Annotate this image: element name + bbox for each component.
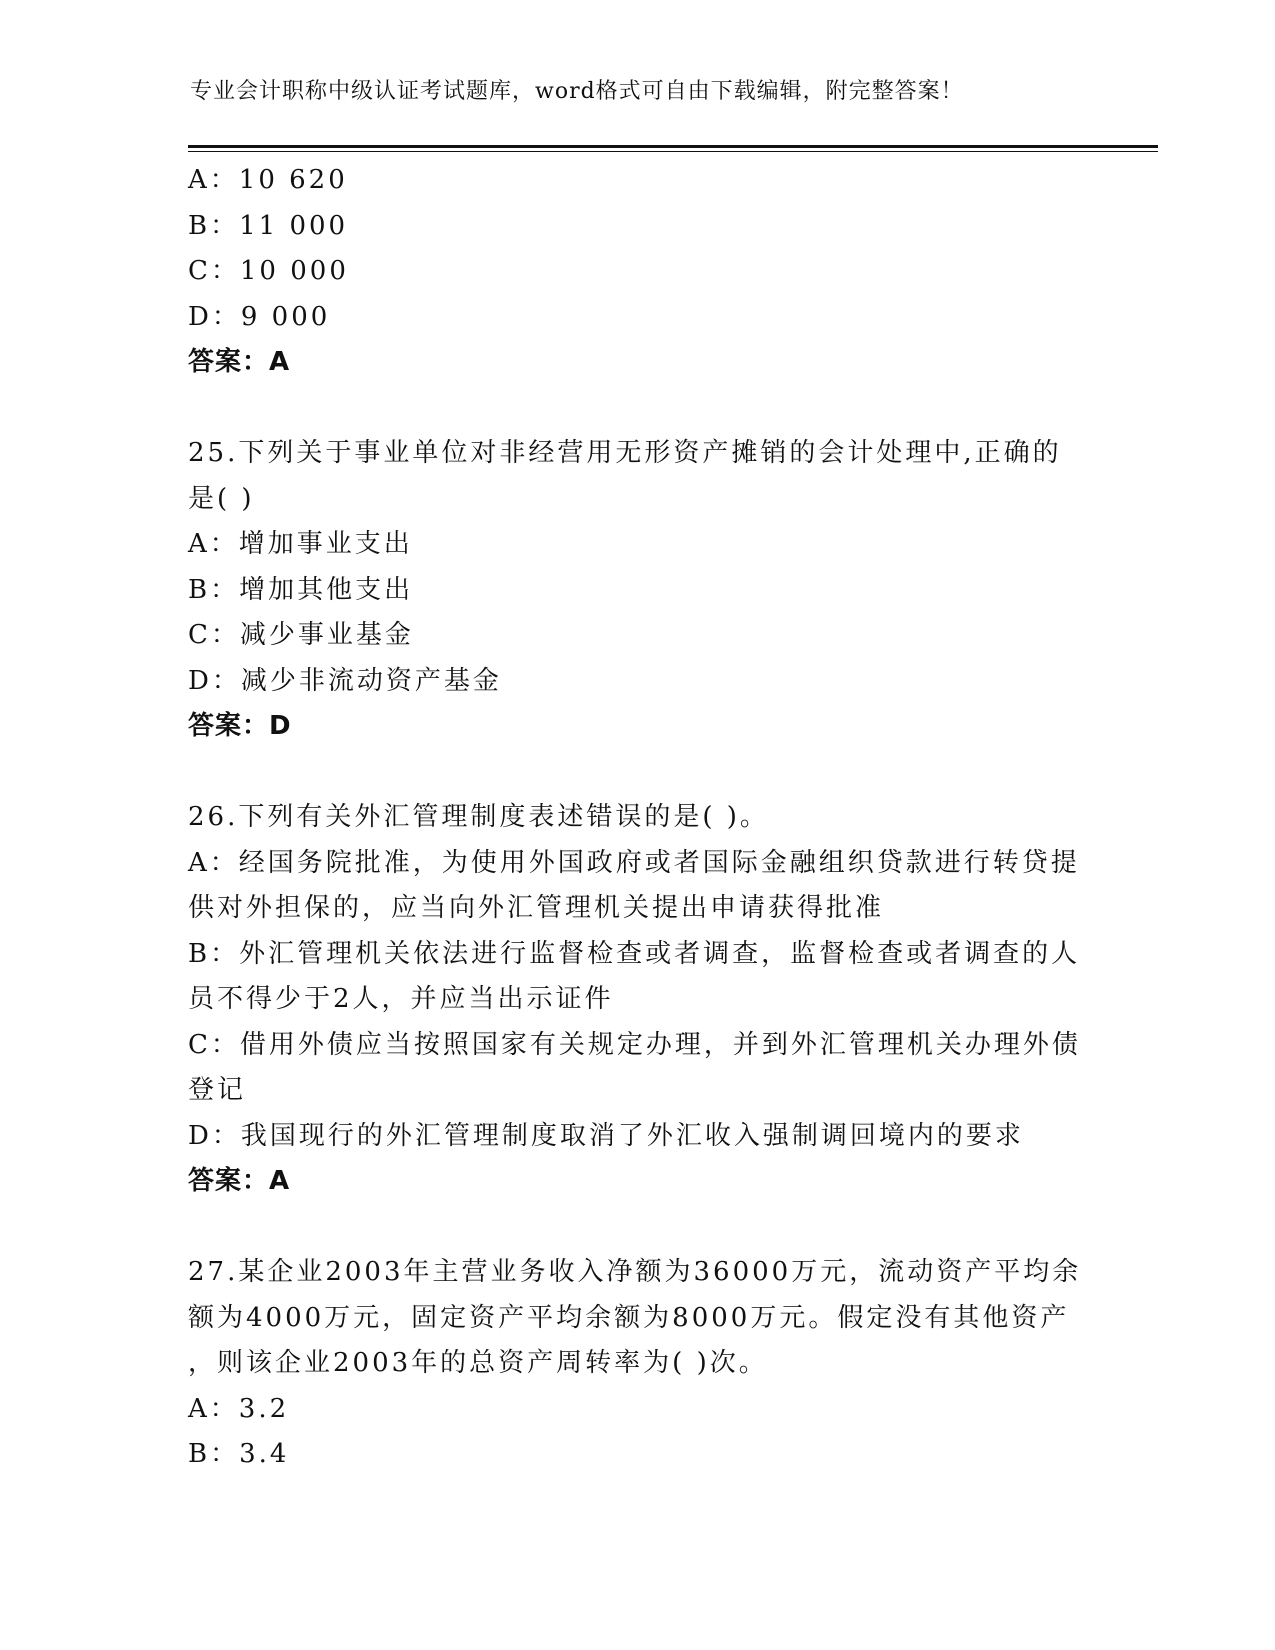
q26-option-b-line-2: 员不得少于2人，并应当出示证件 bbox=[188, 984, 614, 1014]
q27-stem-line-2: 额为4000万元，固定资产平均余额为8000万元。假定没有其他资产 bbox=[188, 1302, 1070, 1333]
q25-option-c: C：减少事业基金 bbox=[188, 620, 414, 650]
q26-stem-line-1: 26.下列有关外汇管理制度表述错误的是( )。 bbox=[188, 802, 769, 832]
q25-stem-line-1: 25.下列关于事业单位对非经营用无形资产摊销的会计处理中,正确的 bbox=[188, 438, 1062, 468]
q24-answer: 答案：A bbox=[188, 347, 291, 377]
q25-option-b: B：增加其他支出 bbox=[188, 574, 414, 605]
q24-option-a: A：10 620 bbox=[188, 165, 348, 195]
q27-option-a: A：3.2 bbox=[188, 1393, 290, 1424]
spacer bbox=[188, 750, 1088, 796]
q25-answer: 答案：D bbox=[188, 711, 292, 741]
q26-option-c-line-1: C：借用外债应当按照国家有关规定办理，并到外汇管理机关办理外债 bbox=[188, 1029, 1081, 1060]
document-body bbox=[188, 158, 1088, 1478]
q26-option-a-line-1: A：经国务院批准，为使用外国政府或者国际金融组织贷款进行转贷提 bbox=[188, 847, 1080, 878]
q27-stem-line-1: 27.某企业2003年主营业务收入净额为36000万元，流动资产平均余 bbox=[188, 1257, 1082, 1287]
q26-option-b-line-1: B：外汇管理机关依法进行监督检查或者调查，监督检查或者调查的人 bbox=[188, 938, 1081, 969]
q24-option-b: B：11 000 bbox=[188, 210, 349, 241]
question-25 bbox=[188, 431, 1088, 750]
question-27 bbox=[188, 1250, 1088, 1478]
q24-option-c: C：10 000 bbox=[188, 256, 349, 286]
question-24 bbox=[188, 158, 1088, 386]
q27-stem-line-3: ，则该企业2003年的总资产周转率为( )次。 bbox=[188, 1348, 768, 1378]
page-header: 专业会计职称中级认证考试题库，word格式可自由下载编辑，附完整答案！ bbox=[190, 79, 964, 104]
q26-option-d: D：我国现行的外汇管理制度取消了外汇收入强制调回境内的要求 bbox=[188, 1120, 1024, 1151]
header-rule-thick bbox=[188, 145, 1158, 148]
q27-option-b: B：3.4 bbox=[188, 1439, 290, 1469]
q26-option-a-line-2: 供对外担保的，应当向外汇管理机关提出申请获得批准 bbox=[188, 893, 885, 923]
q25-option-d: D：减少非流动资产基金 bbox=[188, 665, 502, 696]
q26-option-c-line-2: 登记 bbox=[188, 1075, 247, 1105]
q26-answer: 答案：A bbox=[188, 1166, 291, 1196]
spacer bbox=[188, 1205, 1088, 1251]
q24-option-d: D：9 000 bbox=[188, 301, 331, 332]
q25-stem-line-2: 是( ) bbox=[188, 483, 255, 514]
spacer bbox=[188, 386, 1088, 432]
header-rule-thin bbox=[188, 151, 1158, 152]
question-26 bbox=[188, 795, 1088, 1205]
q25-option-a: A：增加事业支出 bbox=[188, 529, 413, 559]
